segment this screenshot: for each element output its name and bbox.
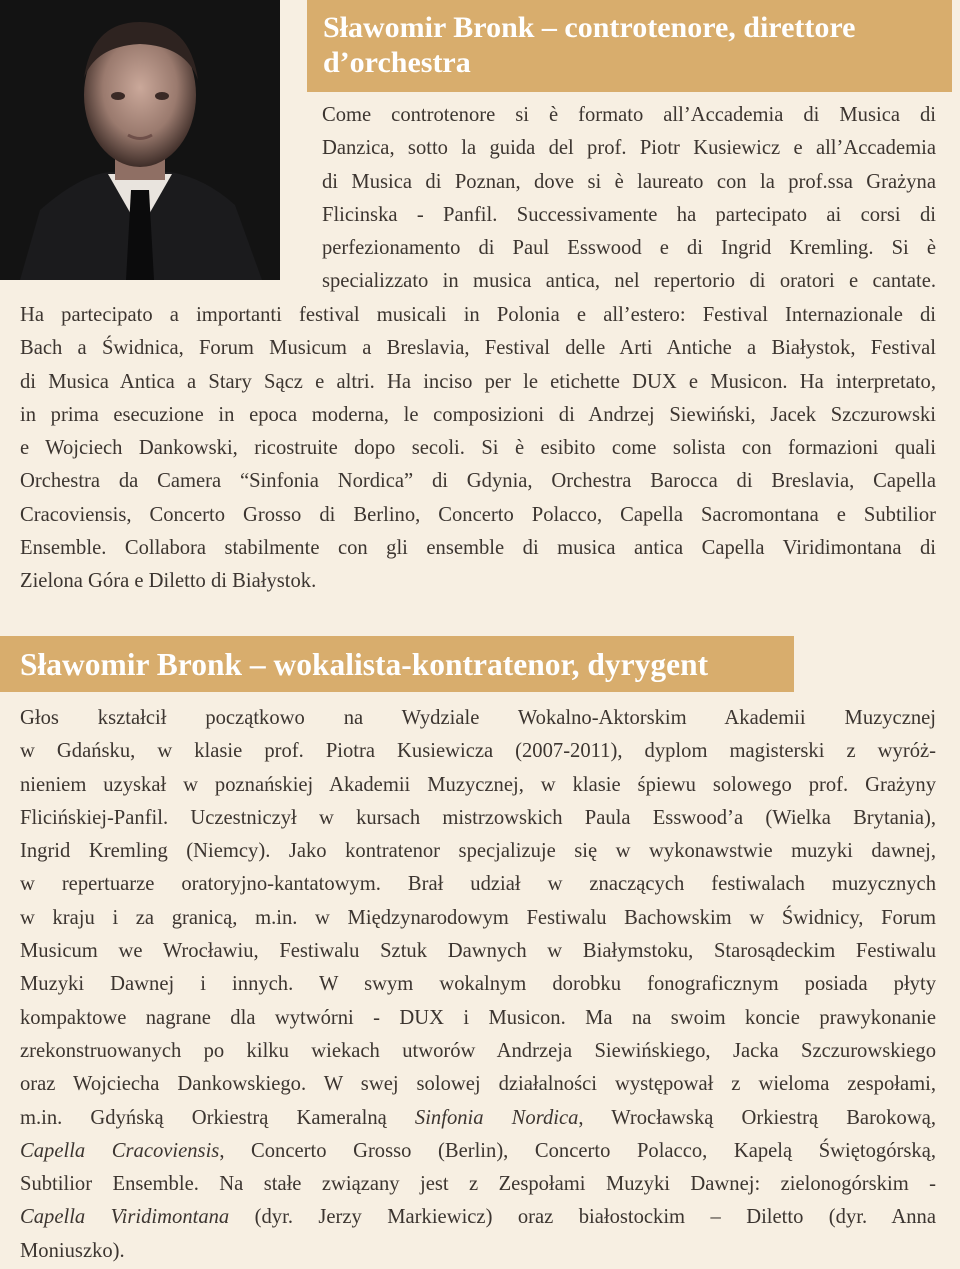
text-run: , Wrocławską Orkiestrą Barokową, [578,1106,936,1129]
text-line: Cracoviensis, Concerto Grosso di Berlino, Concerto Polacco, Capella Sacromontana e Subtilior [20,503,936,526]
text-line: oraz Wojciecha Dankowskiego. W swej solowej działalności występował z wieloma zespołami, [20,1073,936,1096]
text-line: e Wojciech Dankowski, ricostruite dopo secoli. Si è esibito come solista con formazioni quali [20,437,936,460]
text-line: nieniem uzyskał w poznańskiej Akademii Muzycznej, w klasie śpiewu solowego prof. Grażyny [20,773,936,796]
text-line: Ha partecipato a importanti festival musicali in Polonia e all’estero: Festival Internazionale di [20,304,936,326]
italian-heading-banner [307,0,952,92]
italic-ensemble-name: Capella Viridimontana [20,1206,230,1229]
text-line: di Musica Antica a Stary Sącz e altri. Ha inciso per le etichette DUX e Musicon. Ha interpretato, [20,370,936,393]
text-line: kompaktowe nagrane dla wytwórni - DUX i Musicon. Ma na swoim koncie prawykonanie [20,1006,936,1029]
text-line: Flicińskiej-Panfil. Uczestniczył w kursach mistrzowskich Paula Esswood’a (Wielka Brytania), [20,806,936,829]
polish-heading: Sławomir Bronk – wokalista-kontratenor, dyrygent [20,647,709,682]
text-line: w Gdańsku, w klasie prof. Piotra Kusiewicza (2007-2011), dyplom magisterski z wyróż- [20,740,936,763]
italic-ensemble-name: Sinfonia Nordica [414,1106,579,1129]
text-line: di Musica di Poznan, dove si è laureato con la prof.ssa Grażyna [322,170,936,193]
text-run: m.in. Gdyńską Orkiestrą Kameralną [20,1106,415,1129]
text-line: perfezionamento di Paul Esswood e di Ingrid Kremling. Si è [322,237,936,260]
text-line: w repertuarze oratoryjno-kantatowym. Brał udział w znaczących festiwalach muzycznych [20,873,936,896]
text-line: Ingrid Kremling (Niemcy). Jako kontratenor specjalizuje się w wykonawstwie muzyki dawnej, [20,840,936,863]
italian-bio-intro [322,99,936,299]
text-line: Musicum we Wrocławiu, Festiwalu Sztuk Dawnych w Białymstoku, Starosądeckim Festiwalu [20,940,936,963]
italian-bio-body [20,299,936,599]
polish-heading-banner [0,636,794,692]
text-line: Głos kształcił początkowo na Wydziale Wokalno-Aktorskim Akademii Muzycznej [20,707,936,729]
italic-ensemble-name: Capella Cracoviensis [20,1139,220,1162]
text-line [20,1135,936,1168]
portrait-illustration [0,0,280,280]
text-line [20,1201,936,1234]
text-line: Orchestra da Camera “Sinfonia Nordica” di Gdynia, Orchestra Barocca di Breslavia, Capella [20,470,936,493]
text-run: , Concerto Grosso (Berlin), Concerto Polacco, Kapelą Świętogórską, [219,1139,936,1162]
text-line: in prima esecuzione in epoca moderna, le composizioni di Andrzej Siewiński, Jacek Szczurowski [20,403,936,426]
polish-bio-body [20,702,936,1268]
portrait-photo [0,0,280,280]
text-line: Danzica, sotto la guida del prof. Piotr Kusiewicz e all’Accademia [322,137,936,160]
text-run: (dyr. Jerzy Markiewicz) oraz białostockim – Diletto (dyr. Anna [229,1206,936,1229]
text-line [20,1102,936,1135]
text-line: Bach a Świdnica, Forum Musicum a Breslavia, Festival delle Arti Antiche a Białystok, Festival [20,337,936,360]
italian-heading: Sławomir Bronk – controtenore, direttore d’orchestra [323,11,856,79]
text-line: w kraju i za granicą, m.in. w Międzynarodowym Festiwalu Bachowskim w Świdnicy, Forum [20,906,936,929]
text-line: Zielona Góra e Diletto di Białystok. [20,570,317,593]
text-line: Moniuszko). [20,1239,125,1262]
text-line: Subtilior Ensemble. Na stałe związany jest z Zespołami Muzyki Dawnej: zielonogórskim - [20,1173,936,1196]
text-line: specializzato in musica antica, nel repertorio di oratori e cantate. [322,270,936,293]
text-line: zrekonstruowanych po kilku wiekach utworów Andrzeja Siewińskiego, Jacka Szczurowskiego [20,1039,936,1062]
text-line: Come controtenore si è formato all’Accademia di Musica di [322,104,936,126]
text-line: Muzyki Dawnej i innych. W swym wokalnym dorobku fonograficznym posiada płyty [20,973,936,996]
text-line: Flicinska - Panfil. Successivamente ha partecipato ai corsi di [322,203,936,226]
text-line: Ensemble. Collabora stabilmente con gli ensemble di musica antica Capella Viridimontana di [20,537,936,560]
